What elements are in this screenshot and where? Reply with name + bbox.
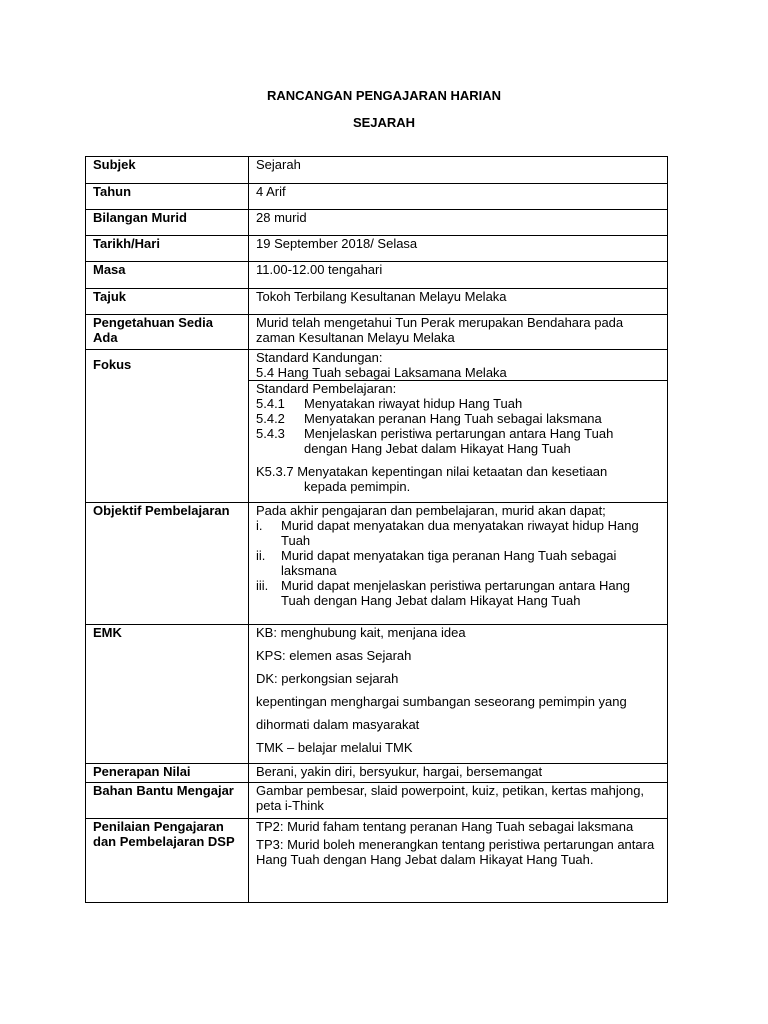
value-standard-pembelajaran <box>249 381 668 503</box>
value-emk <box>249 625 668 764</box>
lesson-plan-table <box>85 156 668 903</box>
value-bahan: Gambar pembesar, slaid powerpoint, kuiz, petikan, kertas mahjong, peta i-Think <box>249 783 668 819</box>
objektif-item <box>256 518 659 548</box>
label-tajuk: Tajuk <box>86 289 249 315</box>
label-subjek: Subjek <box>86 157 249 184</box>
objektif-item <box>256 578 659 608</box>
objektif-intro: Pada akhir pengajaran dan pembelajaran, murid akan dapat; <box>256 503 606 518</box>
objektif-num: i. <box>256 518 263 533</box>
row-bilangan-murid <box>86 210 668 236</box>
k-item: K5.3.7 Menyatakan kepentingan nilai ketaatan dan kesetiaan <box>256 464 608 479</box>
value-bilangan-murid: 28 murid <box>249 210 668 236</box>
emk-line: TMK – belajar melalui TMK <box>256 740 413 755</box>
label-tahun: Tahun <box>86 184 249 210</box>
row-subjek <box>86 157 668 184</box>
label-masa: Masa <box>86 262 249 289</box>
label-pengetahuan: Pengetahuan Sedia Ada <box>86 315 249 350</box>
sk-item: 5.4 Hang Tuah sebagai Laksamana Melaka <box>256 365 507 380</box>
emk-line: dihormati dalam masyarakat <box>256 717 420 732</box>
value-standard-kandungan <box>249 350 668 381</box>
row-nilai <box>86 764 668 783</box>
row-bahan <box>86 783 668 819</box>
objektif-num: ii. <box>256 548 266 563</box>
sk-heading: Standard Kandungan: <box>256 350 383 365</box>
value-nilai: Berani, yakin diri, bersyukur, hargai, bersemangat <box>249 764 668 783</box>
label-bahan: Bahan Bantu Mengajar <box>86 783 249 819</box>
objektif-text: Murid dapat menjelaskan peristiwa pertarungan antara Hang Tuah dengan Hang Jebat dalam Hikayat Hang Tuah <box>281 578 631 608</box>
value-tajuk: Tokoh Terbilang Kesultanan Melayu Melaka <box>249 289 668 315</box>
row-objektif <box>86 503 668 625</box>
label-objektif: Objektif Pembelajaran <box>86 503 249 625</box>
objektif-list <box>256 518 659 608</box>
label-fokus <box>86 350 249 503</box>
label-nilai: Penerapan Nilai <box>86 764 249 783</box>
label-fokus-text: Fokus <box>93 356 132 372</box>
emk-line: KB: menghubung kait, menjana idea <box>256 625 466 640</box>
sp-item <box>256 396 659 411</box>
value-penilaian <box>249 819 668 903</box>
label-penilaian: Penilaian Pengajaran dan Pembelajaran DSP <box>86 819 249 903</box>
document-title: RANCANGAN PENGAJARAN HARIAN <box>266 88 501 103</box>
document-subtitle: SEJARAH <box>352 115 416 130</box>
sp-item-num: 5.4.2 <box>256 411 285 426</box>
label-tarikh: Tarikh/Hari <box>86 236 249 262</box>
objektif-item <box>256 548 659 578</box>
tp2-text: TP2: Murid faham tentang peranan Hang Tuah sebagai laksmana <box>256 819 634 834</box>
row-fokus-sk <box>86 350 668 381</box>
value-tarikh: 19 September 2018/ Selasa <box>249 236 668 262</box>
value-tahun: 4 Arif <box>249 184 668 210</box>
sp-item-text: Menjelaskan peristiwa pertarungan antara Hang Tuah <box>304 426 614 441</box>
document-header <box>0 88 768 131</box>
sp-item <box>256 411 659 426</box>
sp-item <box>256 426 659 441</box>
emk-line: kepentingan menghargai sumbangan seseorang pemimpin yang <box>256 694 627 709</box>
sp-item-num: 5.4.1 <box>256 396 285 411</box>
sp-item-num: 5.4.3 <box>256 426 285 441</box>
value-pengetahuan: Murid telah mengetahui Tun Perak merupakan Bendahara pada zaman Kesultanan Melayu Melaka <box>249 315 668 350</box>
emk-line: DK: perkongsian sejarah <box>256 671 399 686</box>
value-masa: 11.00-12.00 tengahari <box>249 262 668 289</box>
row-tahun <box>86 184 668 210</box>
row-tarikh <box>86 236 668 262</box>
row-penilaian <box>86 819 668 903</box>
sp-item-continuation: dengan Hang Jebat dalam Hikayat Hang Tuah <box>304 441 571 456</box>
objektif-num: iii. <box>256 578 269 593</box>
label-bilangan-murid: Bilangan Murid <box>86 210 249 236</box>
sp-item-text: Menyatakan riwayat hidup Hang Tuah <box>304 396 523 411</box>
sp-item-text: Menyatakan peranan Hang Tuah sebagai laksmana <box>304 411 602 426</box>
label-emk: EMK <box>86 625 249 764</box>
objektif-text: Murid dapat menyatakan tiga peranan Hang Tuah sebagai laksmana <box>281 548 617 578</box>
row-tajuk <box>86 289 668 315</box>
emk-line: KPS: elemen asas Sejarah <box>256 648 412 663</box>
row-pengetahuan <box>86 315 668 350</box>
value-objektif <box>249 503 668 625</box>
tp3-text: TP3: Murid boleh menerangkan tentang peristiwa pertarungan antara Hang Tuah dengan Hang Jebat dalam Hikayat Hang Tuah. <box>256 837 655 867</box>
row-masa <box>86 262 668 289</box>
sp-heading: Standard Pembelajaran: <box>256 381 397 396</box>
row-emk <box>86 625 668 764</box>
objektif-text: Murid dapat menyatakan dua menyatakan riwayat hidup Hang Tuah <box>281 518 639 548</box>
k-item-continuation: kepada pemimpin. <box>304 479 411 494</box>
value-subjek: Sejarah <box>249 157 668 184</box>
